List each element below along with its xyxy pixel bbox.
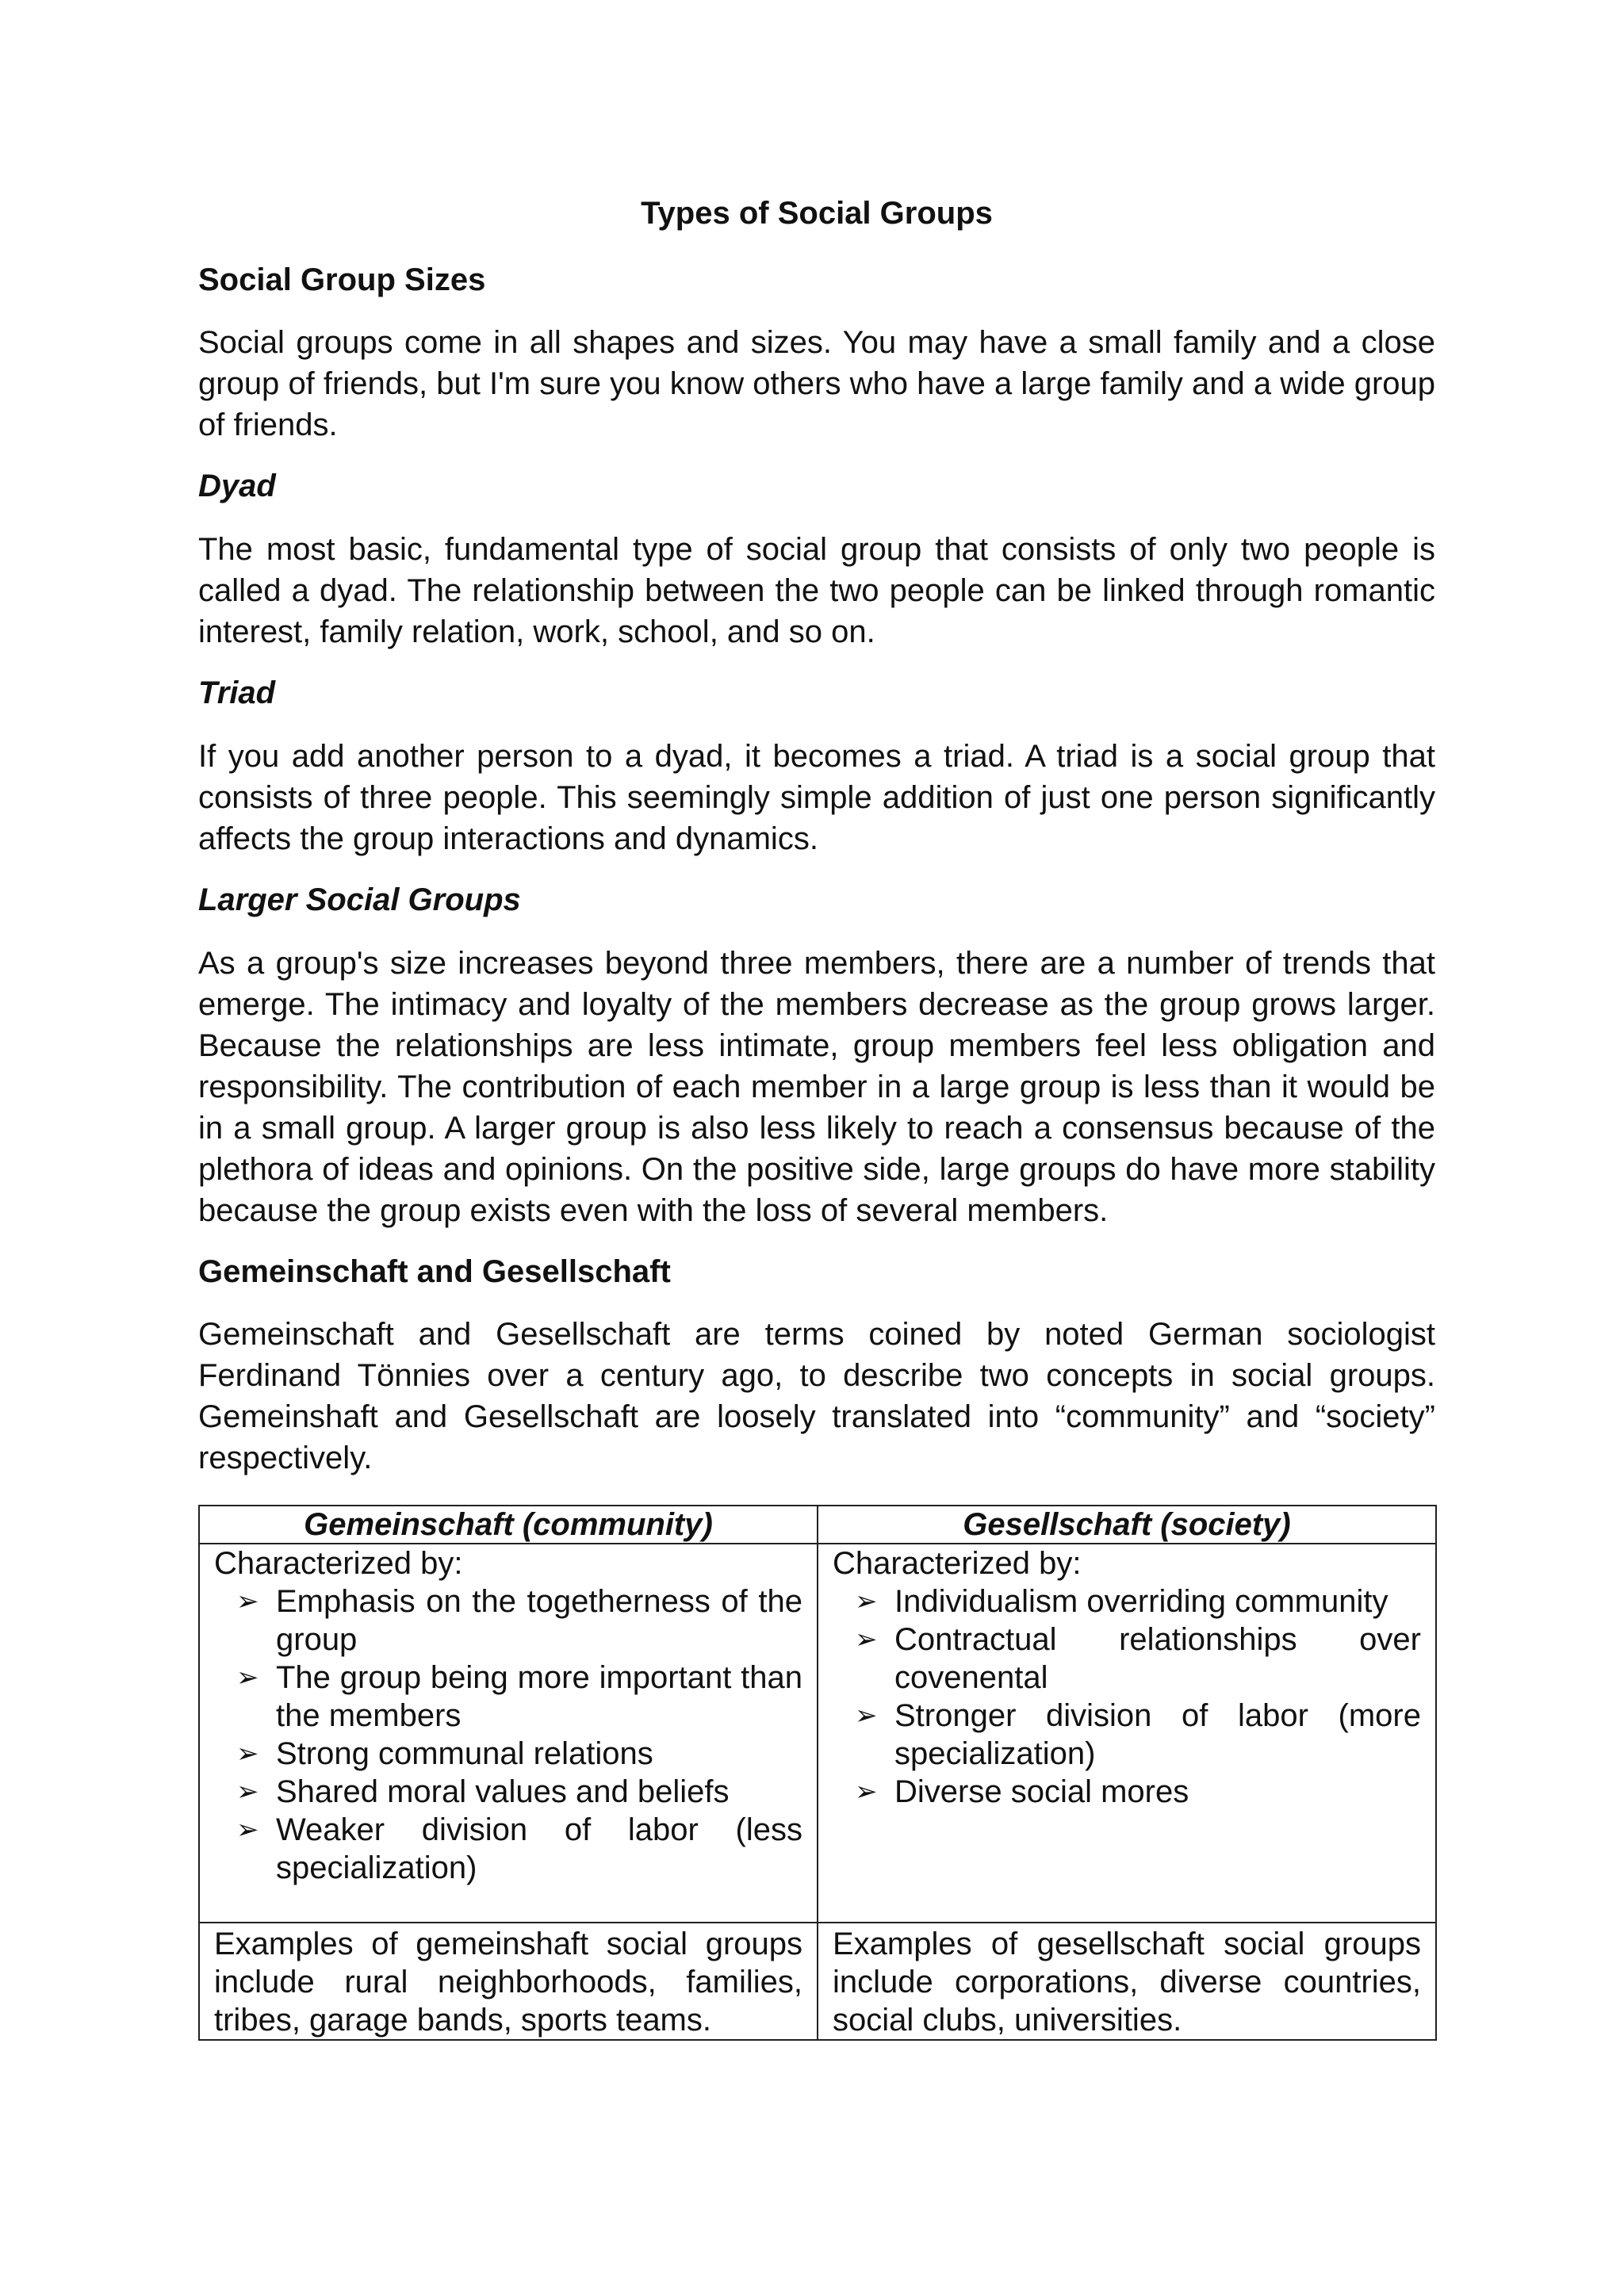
list-item bbox=[236, 1773, 802, 1811]
gesellschaft-bullet-list bbox=[833, 1582, 1421, 1811]
gemeinschaft-examples-cell: Examples of gemeinshaft social groups include rural neighborhoods, families, tribes, garage bands, sports teams. bbox=[199, 1923, 818, 2040]
arrow-bullet-icon: ➢ bbox=[236, 1739, 259, 1769]
list-item-text: Emphasis on the togetherness of the group bbox=[276, 1584, 802, 1657]
list-item-text: Weaker division of labor (less specialization) bbox=[276, 1812, 802, 1885]
intro-paragraph: Social groups come in all shapes and sizes. You may have a small family and a close group of friends, but I'm sure you know others who have a large family and a wide group of friends. bbox=[198, 325, 1435, 442]
arrow-bullet-icon: ➢ bbox=[236, 1586, 259, 1617]
table-row-examples bbox=[199, 1923, 1436, 2040]
arrow-bullet-icon: ➢ bbox=[236, 1663, 259, 1693]
gesellschaft-examples-cell: Examples of gesellschaft social groups include corporations, diverse countries, social clubs, universities. bbox=[818, 1923, 1436, 2040]
arrow-bullet-icon: ➢ bbox=[855, 1701, 878, 1731]
dyad-paragraph: The most basic, fundamental type of social group that consists of only two people is called a dyad. The relationship between the two people can be linked through romantic interest, family relation, work, school, and so on. bbox=[198, 532, 1435, 649]
list-item-text: Stronger division of labor (more specialization) bbox=[894, 1698, 1421, 1771]
comparison-table bbox=[198, 1505, 1437, 2041]
list-item-text: Contractual relationships over covenental bbox=[894, 1622, 1421, 1695]
list-item-text: Strong communal relations bbox=[276, 1736, 653, 1771]
arrow-bullet-icon: ➢ bbox=[236, 1815, 259, 1845]
arrow-bullet-icon: ➢ bbox=[855, 1777, 878, 1807]
page-title: Types of Social Groups bbox=[641, 196, 993, 231]
subheading-triad: Triad bbox=[198, 675, 276, 710]
list-item bbox=[236, 1659, 802, 1735]
list-item bbox=[236, 1735, 802, 1773]
gemeinschaft-paragraph: Gemeinschaft and Gesellschaft are terms coined by noted German sociologist Ferdinand Tönnies over a century ago, to describe two concepts in social groups. Gemeinshaft and Gesellschaft are loosely translated into “community” and “society” respectively. bbox=[198, 1317, 1435, 1475]
characterized-by-label: Characterized by: bbox=[214, 1546, 463, 1581]
section-heading-gemeinschaft: Gemeinschaft and Gesellschaft bbox=[198, 1254, 671, 1289]
larger-groups-paragraph: As a group's size increases beyond three members, there are a number of trends that emerge. The intimacy and loyalty of the members decrease as the group grows larger. Because the relationships are less intimate, group members feel less obligation and responsibility. The contribution of each member in a large group is less than it would be in a small group. A larger group is also less likely to reach a consensus because of the plethora of ideas and opinions. On the positive side, large groups do have more stability because the group exists even with the loss of several members. bbox=[198, 946, 1435, 1228]
list-item bbox=[236, 1582, 802, 1659]
gemeinschaft-bullet-list bbox=[214, 1582, 802, 1887]
arrow-bullet-icon: ➢ bbox=[236, 1777, 259, 1807]
list-item bbox=[855, 1582, 1421, 1621]
arrow-bullet-icon: ➢ bbox=[855, 1586, 878, 1617]
list-item bbox=[855, 1697, 1421, 1773]
column-header-gemeinschaft: Gemeinschaft (community) bbox=[199, 1506, 818, 1544]
table-row-characteristics bbox=[199, 1544, 1436, 1923]
subheading-dyad: Dyad bbox=[198, 469, 276, 503]
table-header-row bbox=[199, 1506, 1436, 1544]
column-header-gesellschaft: Gesellschaft (society) bbox=[818, 1506, 1436, 1544]
subheading-larger-groups: Larger Social Groups bbox=[198, 882, 521, 917]
list-item-text: Individualism overriding community bbox=[894, 1584, 1388, 1619]
triad-paragraph: If you add another person to a dyad, it becomes a triad. A triad is a social group that consists of three people. This seemingly simple addition of just one person significantly affects the group interactions and dynamics. bbox=[198, 739, 1435, 856]
characterized-by-label: Characterized by: bbox=[833, 1546, 1082, 1581]
list-item bbox=[855, 1773, 1421, 1811]
list-item-text: Shared moral values and beliefs bbox=[276, 1774, 730, 1809]
list-item bbox=[855, 1621, 1421, 1697]
gesellschaft-characteristics-cell bbox=[818, 1544, 1436, 1923]
section-heading-sizes: Social Group Sizes bbox=[198, 262, 486, 297]
list-item-text: The group being more important than the members bbox=[276, 1660, 802, 1733]
arrow-bullet-icon: ➢ bbox=[855, 1624, 878, 1655]
gemeinschaft-characteristics-cell bbox=[199, 1544, 818, 1923]
list-item bbox=[236, 1811, 802, 1887]
list-item-text: Diverse social mores bbox=[894, 1774, 1189, 1809]
